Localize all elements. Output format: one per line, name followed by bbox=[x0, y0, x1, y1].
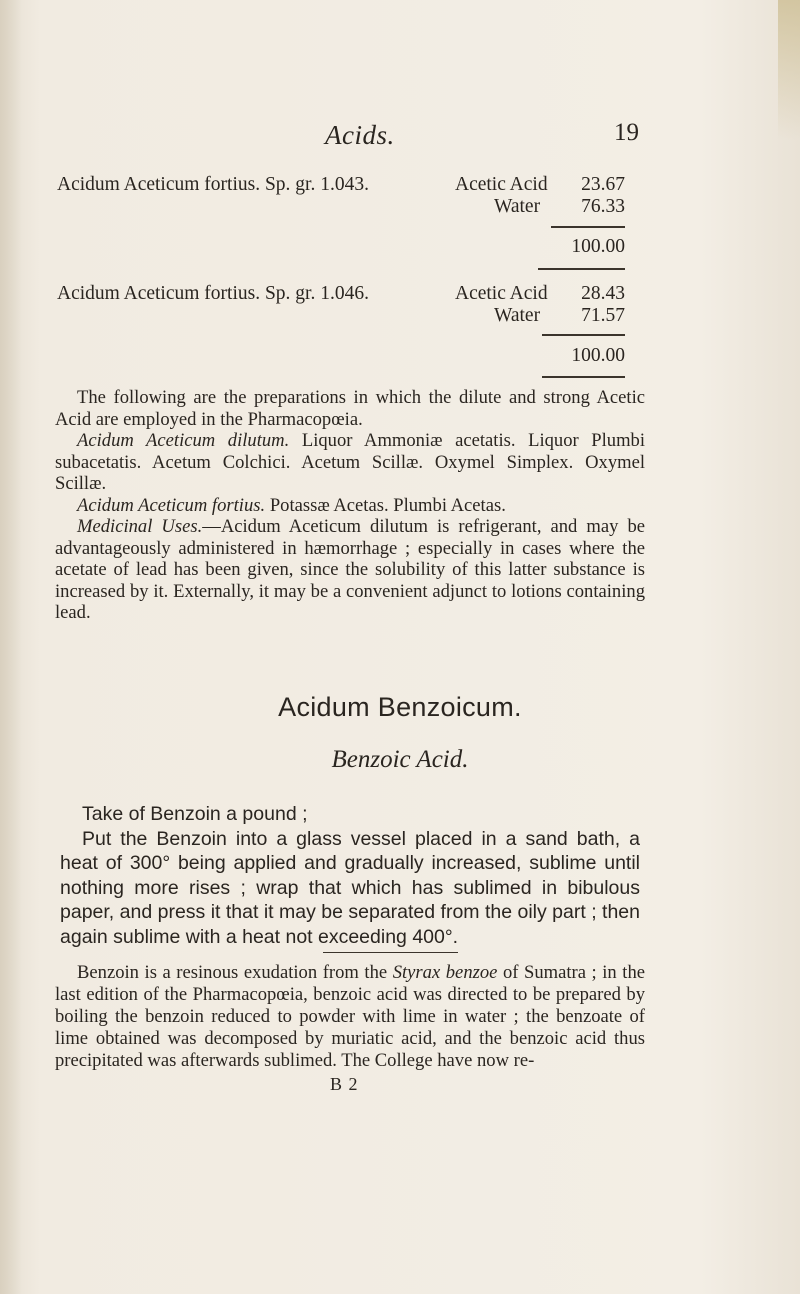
page-number: 19 bbox=[614, 119, 639, 146]
component-label: Water bbox=[494, 196, 541, 217]
commentary-text bbox=[55, 962, 645, 1072]
fortius-heading: Acidum Aceticum fortius. bbox=[77, 494, 266, 516]
commentary-text-end: of Sumatra ; in the last edition of the Pharmacopœia, benzoic acid was directed to be prepared by boiling the benzoin reduced to powder with lime in water ; the benzoate of lime obtained was decomposed by muriatic acid, and the benzoic acid thus precipitated was afterwards sublimed. The College have now re- bbox=[55, 962, 646, 1071]
page-gutter-shadow bbox=[0, 0, 22, 1294]
running-head: Acids. bbox=[325, 120, 395, 150]
preparations-intro: The following are the preparations in which the dilute and strong Acetic Acid are employed in the Pharmacopœia. bbox=[55, 387, 645, 430]
dilutum-entry bbox=[55, 430, 645, 495]
section-divider bbox=[323, 952, 458, 953]
recipe-line: Take of Benzoin a pound ; bbox=[82, 803, 308, 825]
section-title: Acidum Benzoicum. bbox=[278, 692, 522, 722]
paper-stain bbox=[778, 0, 800, 140]
medicinal-uses-text: —Acidum Aceticum dilutum is refrigerant, and may be advantageously administered in hæmorrhage ; especially in cases where the acetate of lead has been given, since the solubility of this latter substance is increased by it. Externally, it may be a convenient adjunct to lotions containing lead. bbox=[55, 516, 645, 623]
fortius-list: Potassæ Acetas. Plumbi Acetas. bbox=[269, 494, 506, 516]
component-value: 76.33 bbox=[581, 196, 625, 217]
recipe-instructions: Put the Benzoin into a glass vessel placed in a sand bath, a heat of 300° being applied and gradually increased, sublime until nothing more rises ; wrap that which has sublimed in bibulous paper, and press it that it may be separated from the oily part ; then again sublime with a heat not exceeding 400°. bbox=[60, 827, 640, 948]
fortius-entry bbox=[55, 495, 645, 517]
dilutum-heading: Acidum Aceticum dilutum. bbox=[77, 430, 290, 451]
component-label: Acetic Acid bbox=[455, 283, 548, 304]
total-rule bbox=[538, 268, 625, 270]
preparations-text bbox=[55, 387, 645, 624]
species-name: Styrax benzoe bbox=[392, 962, 498, 983]
signature-mark: B 2 bbox=[330, 1074, 359, 1094]
recipe-text bbox=[60, 802, 640, 949]
composition-name: Acidum Aceticum fortius. Sp. gr. 1.046. bbox=[57, 283, 369, 304]
component-label: Water bbox=[494, 305, 541, 326]
medicinal-uses-entry bbox=[55, 516, 645, 624]
total-rule bbox=[542, 376, 625, 378]
commentary-text-start: Benzoin is a resinous exudation from the bbox=[77, 962, 393, 983]
component-value: 28.43 bbox=[581, 283, 625, 304]
component-label: Acetic Acid bbox=[455, 174, 548, 195]
commentary-paragraph bbox=[55, 962, 645, 1072]
component-value: 71.57 bbox=[581, 305, 625, 326]
section-subtitle: Benzoic Acid. bbox=[331, 746, 469, 773]
sum-rule bbox=[542, 334, 625, 336]
component-value: 23.67 bbox=[581, 174, 625, 195]
total-value: 100.00 bbox=[571, 345, 625, 366]
dilutum-list: Liquor Ammoniæ acetatis. Liquor Plumbi subacetatis. Acetum Colchici. Acetum Scillæ. Oxymel Simplex. Oxymel Scillæ. bbox=[55, 430, 646, 494]
composition-name: Acidum Aceticum fortius. Sp. gr. 1.043. bbox=[57, 174, 369, 195]
sum-rule bbox=[551, 226, 625, 228]
total-value: 100.00 bbox=[571, 236, 625, 257]
medicinal-uses-heading: Medicinal Uses. bbox=[77, 516, 203, 537]
